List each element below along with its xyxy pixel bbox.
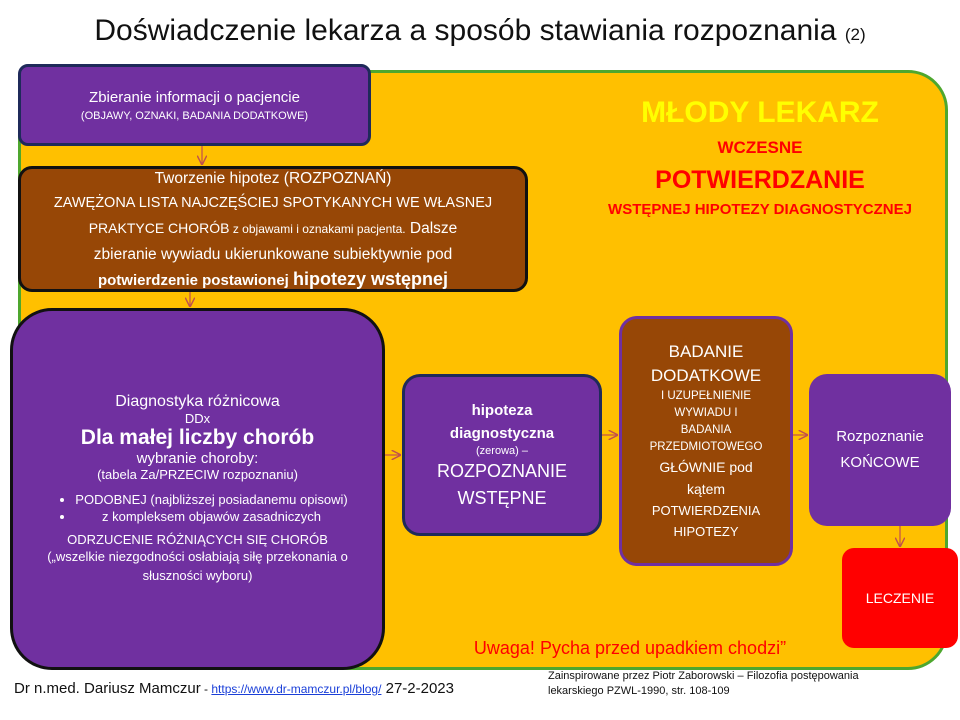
collect-info-subtitle: (OBJAWY, OZNAKI, BADANIA DODATKOWE) xyxy=(80,109,309,122)
hypotheses-line-3 xyxy=(89,216,458,242)
initial-diagnosis-box xyxy=(402,374,602,536)
hypothesis-line-5: WSTĘPNE xyxy=(457,488,547,508)
tests-line-9: POTWIERDZENIA xyxy=(651,503,761,518)
final-diagnosis-line-2: KOŃCOWE xyxy=(840,454,920,471)
collect-info-title: Zbieranie informacji o pacjencie xyxy=(89,88,300,106)
final-diagnosis-box xyxy=(809,374,951,526)
hypothesis-line-3: (zerowa) – xyxy=(476,445,528,457)
hypotheses-line-5a: potwierdzenie postawionej xyxy=(97,271,293,289)
hypotheses-line-4: zbieranie wywiadu ukierunkowane subiektywnie pod xyxy=(93,245,453,263)
ddx-bullet-list xyxy=(47,490,347,526)
differential-diagnosis-box xyxy=(10,308,385,670)
hypotheses-line-5 xyxy=(98,267,448,293)
hypotheses-line-3b: z objawami i oznakami pacjenta. xyxy=(229,221,406,236)
hypothesis-line-4: ROZPOZNANIE xyxy=(436,461,567,481)
hypotheses-line-3c: Dalsze xyxy=(405,219,458,237)
tests-line-10: HIPOTEZY xyxy=(673,524,739,539)
title-number: (2) xyxy=(844,25,866,44)
source-line-2: lekarskiego PZWL-1990, str. 108-109 xyxy=(548,685,730,697)
hypothesis-line-2: diagnostyczna xyxy=(449,425,555,442)
young-doctor-hypothesis: WSTĘPNEJ HIPOTEZY DIAGNOSTYCZNEJ xyxy=(608,201,912,218)
footer-date: 27-2-2023 xyxy=(381,680,454,697)
warning-text: Uwaga! Pycha przed upadkiem chodzi” xyxy=(473,638,787,658)
tests-line-3: I UZUPEŁNIENIE xyxy=(660,390,752,402)
tests-line-4: WYWIADU I xyxy=(674,407,738,419)
hypotheses-line-5b: hipotezy wstępnej xyxy=(293,268,449,289)
ddx-title: Diagnostyka różnicowa xyxy=(115,393,280,410)
ddx-table: (tabela Za/PRZECIW rozpoznaniu) xyxy=(97,467,298,482)
tests-line-2: DODATKOWE xyxy=(650,366,762,385)
source-line-1: Zainspirowane przez Piotr Zaborowski – Filozofia postępowania xyxy=(548,670,859,682)
footer-author xyxy=(14,680,454,697)
tests-line-7: GŁÓWNIE pod xyxy=(659,459,753,475)
hypothesis-line-1: hipoteza xyxy=(471,402,533,419)
hypotheses-line-1: Tworzenie hipotez (ROZPOZNAŃ) xyxy=(154,169,392,187)
footer-dash: - xyxy=(200,682,212,696)
treatment-box xyxy=(842,548,958,648)
hypotheses-line-3a: PRAKTYCE CHORÓB xyxy=(88,219,230,236)
collect-info-box xyxy=(18,64,371,146)
hypotheses-box xyxy=(18,166,528,292)
young-doctor-early: WCZESNE xyxy=(717,138,803,157)
additional-tests-box xyxy=(619,316,793,566)
ddx-bullet-complex: • z kompleksem objawów zasadniczych xyxy=(75,509,347,524)
blog-link[interactable]: https://www.dr-mamczur.pl/blog/ xyxy=(211,682,382,696)
treatment-label: LECZENIE xyxy=(865,590,935,606)
hypotheses-line-2: ZAWĘŻONA LISTA NAJCZĘŚCIEJ SPOTYKANYCH WE WŁASNEJ xyxy=(53,194,493,211)
tests-line-1: BADANIE xyxy=(668,342,744,361)
ddx-reject: ODRZUCENIE RÓŻNIĄCYCH SIĘ CHORÓB xyxy=(67,532,328,547)
tests-line-6: PRZEDMIOTOWEGO xyxy=(649,441,763,453)
source-citation xyxy=(548,669,948,699)
ddx-bullet-similar: • PODOBNEJ (najbliższej posiadanemu opisowi) xyxy=(75,492,347,507)
young-doctor-confirming: POTWIERDZANIE xyxy=(655,166,865,194)
tests-line-8: kątem xyxy=(686,481,726,497)
ddx-quote: („wszelkie niezgodności osłabiają siłę przekonania o słuszności wyboru) xyxy=(47,549,348,583)
final-diagnosis-line-1: Rozpoznanie xyxy=(836,428,924,445)
title-text: Doświadczenie lekarza a sposób stawiania rozpoznania xyxy=(94,14,837,47)
author-name: Dr n.med. Dariusz Mamczur xyxy=(14,680,201,697)
ddx-choose: wybranie choroby: xyxy=(136,450,259,467)
ddx-abbrev: DDx xyxy=(184,411,211,426)
ddx-few-diseases: Dla małej liczby chorób xyxy=(80,426,315,449)
young-doctor-heading: MŁODY LEKARZ xyxy=(641,96,879,129)
tests-line-5: BADANIA xyxy=(680,424,732,436)
young-doctor-callout xyxy=(590,96,930,218)
